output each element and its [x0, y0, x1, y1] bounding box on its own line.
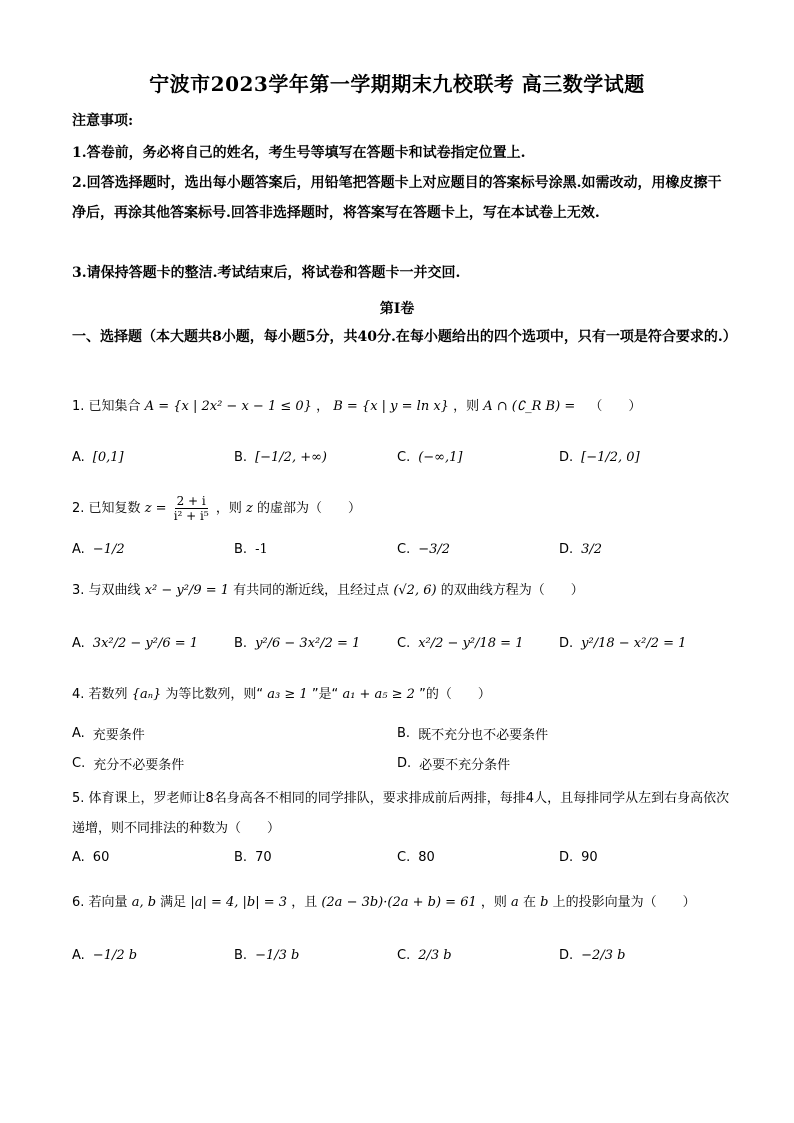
- q5-option-a[interactable]: A. 60: [72, 849, 110, 865]
- q2-option-b[interactable]: B. -1: [234, 541, 268, 557]
- q5-option-c[interactable]: C. 80: [397, 849, 435, 865]
- section-heading: 第Ⅰ卷: [379, 301, 415, 317]
- q4-mid1: 为等比数列，则“: [165, 687, 264, 702]
- notice-item-3: 3.请保持答题卡的整洁.考试结束后，将试卷和答题卡一并交回.: [72, 265, 461, 281]
- notice-heading: 注意事项:: [72, 113, 134, 129]
- q2-suffix: 的虚部为（ ）: [256, 501, 361, 516]
- question-5: 5. 体育课上，罗老师让8名身高各不相同的同学排队，要求排成前后两排，每排4人，且每排同学从左到右身高依次递增，则不同排法的种数为（ ）: [72, 791, 730, 836]
- q2-options: [72, 532, 732, 566]
- notice-item-1: 1.答卷前，务必将自己的姓名，考生号等填写在答题卡和试卷指定位置上.: [72, 145, 526, 161]
- q1-option-d[interactable]: D. [−1/2, 0]: [559, 449, 640, 465]
- q2-denominator: i² + i⁵: [173, 509, 209, 523]
- q2-mid: ，则: [215, 501, 242, 516]
- q6-option-b[interactable]: B. −1/3 b: [234, 947, 300, 963]
- q5-option-b[interactable]: B. 70: [234, 849, 272, 865]
- q6-prefix: 6. 若向量: [72, 895, 128, 910]
- question-6: [72, 892, 732, 914]
- q4-options-row-1: [72, 716, 732, 750]
- q3-option-b[interactable]: B. y²/6 − 3x²/2 = 1: [234, 635, 361, 651]
- q1-answer-paren: （ ）: [589, 399, 642, 414]
- q4-suffix: ”的（ ）: [419, 687, 491, 702]
- q3-option-d[interactable]: D. y²/18 − x²/2 = 1: [559, 635, 687, 651]
- question-1: [72, 396, 732, 418]
- q4-condition-1: a₃ ≥ 1: [267, 687, 308, 702]
- q2-fraction: [172, 494, 211, 523]
- q3-suffix: 的双曲线方程为（ ）: [440, 583, 584, 598]
- q2-prefix: 2. 已知复数: [72, 501, 141, 516]
- q1-expression: A ∩ (∁_R B) =: [483, 399, 576, 414]
- q6-option-d[interactable]: D. −2/3 b: [559, 947, 626, 963]
- q4-options-row-2: [72, 746, 732, 780]
- q2-numerator: 2 + i: [176, 494, 206, 508]
- q6-mid2: ，且: [291, 895, 318, 910]
- section-instructions: 一、选择题（本大题共8小题，每小题5分，共40分.在每小题给出的四个选项中，只有一项是符合要求的.）: [72, 329, 737, 345]
- q6-vectors: a, b: [131, 895, 157, 910]
- q3-prefix: 3. 与双曲线: [72, 583, 141, 598]
- q6-mid3: ，则: [480, 895, 507, 910]
- q4-option-b[interactable]: B. 既不充分也不必要条件: [397, 725, 549, 743]
- q4-prefix: 4. 若数列: [72, 687, 128, 702]
- q2-variable: z: [245, 501, 253, 516]
- q1-set-b: B = {x | y = ln x}: [333, 399, 449, 414]
- q6-option-a[interactable]: A. −1/2 b: [72, 947, 138, 963]
- q4-option-a[interactable]: A. 充要条件: [72, 725, 145, 743]
- q4-option-d[interactable]: D. 必要不充分条件: [397, 755, 511, 773]
- notice-item-2: 2.回答选择题时，选出每小题答案后，用铅笔把答题卡上对应题目的答案标号涂黑.如需改动，用橡皮擦干净后，再涂其他答案标号.回答非选择题时，将答案写在答题卡上，写在本试卷上无效.: [72, 175, 722, 221]
- q3-option-c[interactable]: C. x²/2 − y²/18 = 1: [397, 635, 524, 651]
- q1-prefix: 1. 已知集合: [72, 399, 141, 414]
- q3-option-a[interactable]: A. 3x²/2 − y²/6 = 1: [72, 635, 199, 651]
- q5-option-d[interactable]: D. 90: [559, 849, 598, 865]
- q6-mid1: 满足: [160, 895, 187, 910]
- question-3: [72, 580, 732, 602]
- q5-options: [72, 840, 732, 874]
- q6-equation: (2a − 3b)·(2a + b) = 61: [321, 895, 477, 910]
- question-4: [72, 684, 732, 706]
- q6-condition: |a| = 4, |b| = 3: [190, 895, 288, 910]
- q1-option-c[interactable]: C. (−∞,1]: [397, 449, 463, 465]
- q1-option-a[interactable]: A. [0,1]: [72, 449, 124, 465]
- q1-ask: ，则: [453, 399, 480, 414]
- q6-option-c[interactable]: C. 2/3 b: [397, 947, 452, 963]
- q3-options: [72, 626, 732, 660]
- q2-option-c[interactable]: C. −3/2: [397, 541, 451, 557]
- q6-suffix: 上的投影向量为（ ）: [552, 895, 696, 910]
- q3-curve: x² − y²/9 = 1: [144, 583, 230, 598]
- q6-options: [72, 938, 732, 972]
- q3-point: (√2, 6): [393, 583, 437, 598]
- q1-sep: ，: [316, 399, 330, 414]
- q3-mid: 有共同的渐近线，且经过点: [233, 583, 390, 598]
- q4-option-c[interactable]: C. 充分不必要条件: [72, 755, 185, 773]
- q1-options: [72, 440, 732, 474]
- question-2: [72, 494, 732, 523]
- q4-condition-2: a₁ + a₅ ≥ 2: [342, 687, 415, 702]
- q4-sequence: {aₙ}: [131, 687, 162, 702]
- q1-option-b[interactable]: B. [−1/2, +∞): [234, 449, 328, 465]
- q2-option-d[interactable]: D. 3/2: [559, 541, 603, 557]
- q2-lhs: z =: [144, 501, 167, 516]
- q6-vector-a: a: [511, 895, 519, 910]
- page-title: 宁波市2023学年第一学期期末九校联考 高三数学试题: [149, 72, 645, 96]
- q6-mid4: 在: [522, 895, 536, 910]
- q2-option-a[interactable]: A. −1/2: [72, 541, 125, 557]
- q1-set-a: A = {x | 2x² − x − 1 ≤ 0}: [144, 399, 312, 414]
- q6-vector-b: b: [540, 895, 549, 910]
- q4-mid2: ”是“: [311, 687, 339, 702]
